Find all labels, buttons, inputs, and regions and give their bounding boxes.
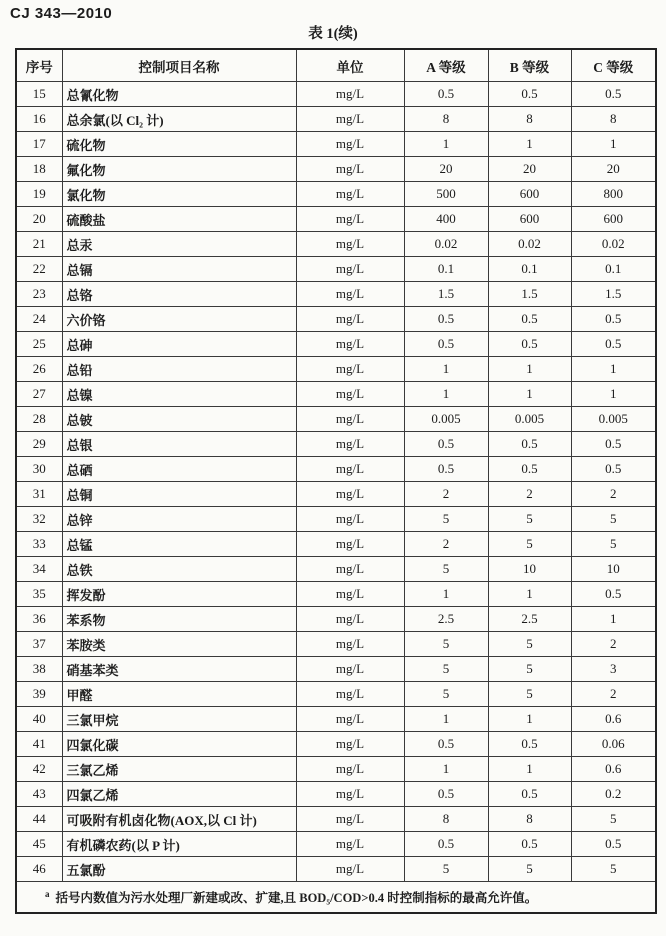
cell-grade-a: 0.1 (404, 257, 488, 282)
table-row (16, 432, 656, 457)
col-header-grade-c: C 等级 (571, 49, 656, 82)
cell-item-name: 甲醛 (62, 682, 296, 707)
cell-grade-b: 20 (488, 157, 571, 182)
cell-item-name: 苯系物 (62, 607, 296, 632)
cell-unit: mg/L (296, 657, 404, 682)
cell-grade-a: 1 (404, 357, 488, 382)
cell-grade-b: 600 (488, 182, 571, 207)
cell-grade-a: 0.5 (404, 457, 488, 482)
cell-item-name: 总铁 (62, 557, 296, 582)
control-items-table (15, 48, 657, 914)
cell-grade-b: 5 (488, 507, 571, 532)
table-row (16, 332, 656, 357)
cell-grade-b: 0.5 (488, 332, 571, 357)
cell-item-name: 总镉 (62, 257, 296, 282)
cell-grade-b: 2 (488, 482, 571, 507)
cell-item-name: 氟化物 (62, 157, 296, 182)
cell-grade-a: 1 (404, 707, 488, 732)
cell-row-number: 36 (16, 607, 62, 632)
cell-unit: mg/L (296, 107, 404, 132)
cell-grade-c: 0.5 (571, 332, 656, 357)
col-header-grade-b: B 等级 (488, 49, 571, 82)
cell-grade-a: 8 (404, 107, 488, 132)
header-row (16, 49, 656, 82)
cell-grade-c: 3 (571, 657, 656, 682)
cell-item-name: 四氯化碳 (62, 732, 296, 757)
cell-item-name: 四氯乙烯 (62, 782, 296, 807)
cell-grade-c: 2 (571, 482, 656, 507)
cell-grade-c: 5 (571, 857, 656, 882)
cell-grade-c: 5 (571, 532, 656, 557)
cell-grade-a: 5 (404, 657, 488, 682)
cell-unit: mg/L (296, 857, 404, 882)
cell-unit: mg/L (296, 307, 404, 332)
cell-grade-c: 10 (571, 557, 656, 582)
cell-row-number: 34 (16, 557, 62, 582)
cell-grade-c: 0.005 (571, 407, 656, 432)
cell-unit: mg/L (296, 207, 404, 232)
cell-row-number: 43 (16, 782, 62, 807)
cell-grade-a: 1 (404, 382, 488, 407)
cell-grade-a: 400 (404, 207, 488, 232)
table-row (16, 157, 656, 182)
cell-row-number: 38 (16, 657, 62, 682)
cell-grade-c: 5 (571, 507, 656, 532)
cell-item-name: 总铜 (62, 482, 296, 507)
cell-unit: mg/L (296, 82, 404, 107)
cell-grade-a: 0.5 (404, 782, 488, 807)
cell-item-name: 总铅 (62, 357, 296, 382)
cell-grade-c: 1 (571, 607, 656, 632)
cell-grade-a: 1.5 (404, 282, 488, 307)
table-row (16, 732, 656, 757)
cell-item-name: 三氯乙烯 (62, 757, 296, 782)
cell-row-number: 19 (16, 182, 62, 207)
cell-unit: mg/L (296, 682, 404, 707)
table-row (16, 807, 656, 832)
cell-unit: mg/L (296, 507, 404, 532)
cell-unit: mg/L (296, 607, 404, 632)
cell-grade-c: 0.6 (571, 757, 656, 782)
cell-item-name: 总氰化物 (62, 82, 296, 107)
cell-grade-a: 0.5 (404, 732, 488, 757)
col-header-grade-a: A 等级 (404, 49, 488, 82)
table-row (16, 382, 656, 407)
cell-grade-c: 0.06 (571, 732, 656, 757)
cell-item-name: 挥发酚 (62, 582, 296, 607)
cell-row-number: 45 (16, 832, 62, 857)
cell-unit: mg/L (296, 557, 404, 582)
cell-grade-c: 1 (571, 357, 656, 382)
cell-grade-c: 0.2 (571, 782, 656, 807)
cell-grade-c: 0.02 (571, 232, 656, 257)
cell-row-number: 23 (16, 282, 62, 307)
table-row (16, 207, 656, 232)
cell-item-name: 可吸附有机卤化物(AOX,以 Cl 计) (62, 807, 296, 832)
doc-number: CJ 343—2010 (10, 5, 113, 22)
cell-grade-c: 800 (571, 182, 656, 207)
cell-row-number: 27 (16, 382, 62, 407)
table-row (16, 182, 656, 207)
cell-grade-b: 0.02 (488, 232, 571, 257)
cell-item-name: 总砷 (62, 332, 296, 357)
cell-row-number: 29 (16, 432, 62, 457)
table-row (16, 757, 656, 782)
cell-row-number: 20 (16, 207, 62, 232)
cell-grade-c: 20 (571, 157, 656, 182)
cell-row-number: 35 (16, 582, 62, 607)
cell-row-number: 15 (16, 82, 62, 107)
cell-item-name: 硝基苯类 (62, 657, 296, 682)
cell-grade-b: 1 (488, 582, 571, 607)
cell-grade-a: 1 (404, 132, 488, 157)
cell-unit: mg/L (296, 232, 404, 257)
footnote-marker: a (45, 888, 50, 899)
cell-unit: mg/L (296, 157, 404, 182)
cell-grade-b: 5 (488, 682, 571, 707)
cell-grade-a: 5 (404, 857, 488, 882)
cell-row-number: 30 (16, 457, 62, 482)
table-row (16, 507, 656, 532)
cell-row-number: 21 (16, 232, 62, 257)
cell-grade-b: 10 (488, 557, 571, 582)
cell-grade-b: 1 (488, 132, 571, 157)
cell-item-name: 硫酸盐 (62, 207, 296, 232)
cell-unit: mg/L (296, 132, 404, 157)
cell-grade-b: 1 (488, 357, 571, 382)
cell-unit: mg/L (296, 457, 404, 482)
cell-grade-b: 600 (488, 207, 571, 232)
cell-unit: mg/L (296, 282, 404, 307)
cell-item-name: 苯胺类 (62, 632, 296, 657)
cell-grade-b: 0.5 (488, 432, 571, 457)
cell-unit: mg/L (296, 182, 404, 207)
cell-row-number: 41 (16, 732, 62, 757)
cell-grade-c: 2 (571, 682, 656, 707)
cell-grade-b: 0.5 (488, 732, 571, 757)
table-row (16, 857, 656, 882)
cell-grade-a: 0.5 (404, 432, 488, 457)
cell-grade-b: 5 (488, 532, 571, 557)
cell-grade-c: 0.5 (571, 307, 656, 332)
cell-unit: mg/L (296, 532, 404, 557)
table-row (16, 682, 656, 707)
cell-item-name: 五氯酚 (62, 857, 296, 882)
cell-grade-b: 8 (488, 107, 571, 132)
col-header-item-name: 控制项目名称 (62, 49, 296, 82)
cell-grade-c: 1.5 (571, 282, 656, 307)
cell-grade-c: 1 (571, 382, 656, 407)
cell-unit: mg/L (296, 632, 404, 657)
cell-grade-b: 5 (488, 857, 571, 882)
cell-grade-b: 1.5 (488, 282, 571, 307)
table-row (16, 557, 656, 582)
table-row (16, 407, 656, 432)
table-row (16, 607, 656, 632)
table-row (16, 82, 656, 107)
cell-grade-b: 0.005 (488, 407, 571, 432)
cell-grade-a: 0.5 (404, 332, 488, 357)
cell-item-name: 总铍 (62, 407, 296, 432)
cell-grade-a: 5 (404, 507, 488, 532)
cell-grade-b: 0.5 (488, 307, 571, 332)
cell-unit: mg/L (296, 782, 404, 807)
table-row (16, 832, 656, 857)
cell-item-name: 硫化物 (62, 132, 296, 157)
table-row (16, 582, 656, 607)
cell-item-name: 总锌 (62, 507, 296, 532)
cell-item-name: 总银 (62, 432, 296, 457)
cell-item-name: 三氯甲烷 (62, 707, 296, 732)
cell-item-name: 总镍 (62, 382, 296, 407)
cell-grade-c: 0.1 (571, 257, 656, 282)
cell-grade-a: 5 (404, 557, 488, 582)
cell-grade-a: 2 (404, 482, 488, 507)
cell-row-number: 28 (16, 407, 62, 432)
cell-row-number: 25 (16, 332, 62, 357)
cell-grade-a: 0.5 (404, 307, 488, 332)
cell-grade-b: 1 (488, 707, 571, 732)
cell-row-number: 33 (16, 532, 62, 557)
cell-grade-b: 0.5 (488, 457, 571, 482)
cell-row-number: 32 (16, 507, 62, 532)
cell-grade-b: 2.5 (488, 607, 571, 632)
cell-grade-c: 0.5 (571, 432, 656, 457)
footnote-text: 括号内数值为污水处理厂新建或改、扩建,且 BOD₅/COD>0.4 时控制指标的最高允许值。 (55, 891, 538, 905)
cell-item-name: 总铬 (62, 282, 296, 307)
cell-grade-c: 0.5 (571, 582, 656, 607)
cell-row-number: 46 (16, 857, 62, 882)
cell-row-number: 26 (16, 357, 62, 382)
cell-grade-c: 2 (571, 632, 656, 657)
cell-row-number: 44 (16, 807, 62, 832)
cell-item-name: 总锰 (62, 532, 296, 557)
cell-grade-b: 5 (488, 632, 571, 657)
cell-row-number: 18 (16, 157, 62, 182)
footnote-cell (16, 882, 656, 914)
cell-grade-a: 500 (404, 182, 488, 207)
cell-grade-a: 20 (404, 157, 488, 182)
table-row (16, 482, 656, 507)
cell-grade-c: 1 (571, 132, 656, 157)
cell-item-name: 总汞 (62, 232, 296, 257)
cell-unit: mg/L (296, 407, 404, 432)
cell-row-number: 16 (16, 107, 62, 132)
cell-grade-a: 5 (404, 632, 488, 657)
table-row (16, 782, 656, 807)
table-row (16, 132, 656, 157)
cell-grade-b: 0.5 (488, 832, 571, 857)
table-row (16, 457, 656, 482)
cell-unit: mg/L (296, 707, 404, 732)
cell-grade-c: 8 (571, 107, 656, 132)
cell-unit: mg/L (296, 807, 404, 832)
col-header-unit: 单位 (296, 49, 404, 82)
cell-grade-a: 2.5 (404, 607, 488, 632)
cell-row-number: 42 (16, 757, 62, 782)
cell-unit: mg/L (296, 757, 404, 782)
footnote-row (16, 882, 656, 914)
cell-grade-b: 0.5 (488, 82, 571, 107)
cell-grade-a: 0.5 (404, 82, 488, 107)
cell-grade-c: 0.5 (571, 832, 656, 857)
cell-grade-c: 600 (571, 207, 656, 232)
table-title: 表 1(续) (308, 26, 358, 42)
cell-unit: mg/L (296, 732, 404, 757)
cell-unit: mg/L (296, 482, 404, 507)
cell-grade-a: 8 (404, 807, 488, 832)
cell-unit: mg/L (296, 432, 404, 457)
cell-grade-a: 5 (404, 682, 488, 707)
col-header-no: 序号 (16, 49, 62, 82)
cell-grade-b: 8 (488, 807, 571, 832)
cell-row-number: 37 (16, 632, 62, 657)
cell-grade-c: 0.5 (571, 82, 656, 107)
table-row (16, 232, 656, 257)
cell-grade-c: 0.5 (571, 457, 656, 482)
table-row (16, 257, 656, 282)
cell-row-number: 22 (16, 257, 62, 282)
cell-row-number: 17 (16, 132, 62, 157)
cell-grade-b: 5 (488, 657, 571, 682)
cell-row-number: 24 (16, 307, 62, 332)
cell-item-name: 总余氯(以 Cl₂ 计) (62, 107, 296, 132)
cell-grade-a: 1 (404, 757, 488, 782)
table-row (16, 307, 656, 332)
table-row (16, 357, 656, 382)
cell-grade-a: 1 (404, 582, 488, 607)
table-row (16, 532, 656, 557)
cell-item-name: 氯化物 (62, 182, 296, 207)
cell-grade-a: 0.02 (404, 232, 488, 257)
cell-unit: mg/L (296, 382, 404, 407)
cell-unit: mg/L (296, 582, 404, 607)
cell-grade-a: 0.005 (404, 407, 488, 432)
cell-item-name: 有机磷农药(以 P 计) (62, 832, 296, 857)
cell-grade-b: 0.1 (488, 257, 571, 282)
cell-grade-b: 1 (488, 757, 571, 782)
cell-grade-a: 0.5 (404, 832, 488, 857)
table-row (16, 632, 656, 657)
cell-row-number: 39 (16, 682, 62, 707)
cell-row-number: 40 (16, 707, 62, 732)
table-row (16, 282, 656, 307)
cell-unit: mg/L (296, 332, 404, 357)
cell-row-number: 31 (16, 482, 62, 507)
cell-item-name: 总硒 (62, 457, 296, 482)
cell-grade-c: 5 (571, 807, 656, 832)
cell-grade-a: 2 (404, 532, 488, 557)
cell-unit: mg/L (296, 832, 404, 857)
table-row (16, 707, 656, 732)
cell-item-name: 六价铬 (62, 307, 296, 332)
table-row (16, 107, 656, 132)
cell-unit: mg/L (296, 257, 404, 282)
cell-unit: mg/L (296, 357, 404, 382)
cell-grade-b: 1 (488, 382, 571, 407)
cell-grade-c: 0.6 (571, 707, 656, 732)
cell-grade-b: 0.5 (488, 782, 571, 807)
table-row (16, 657, 656, 682)
